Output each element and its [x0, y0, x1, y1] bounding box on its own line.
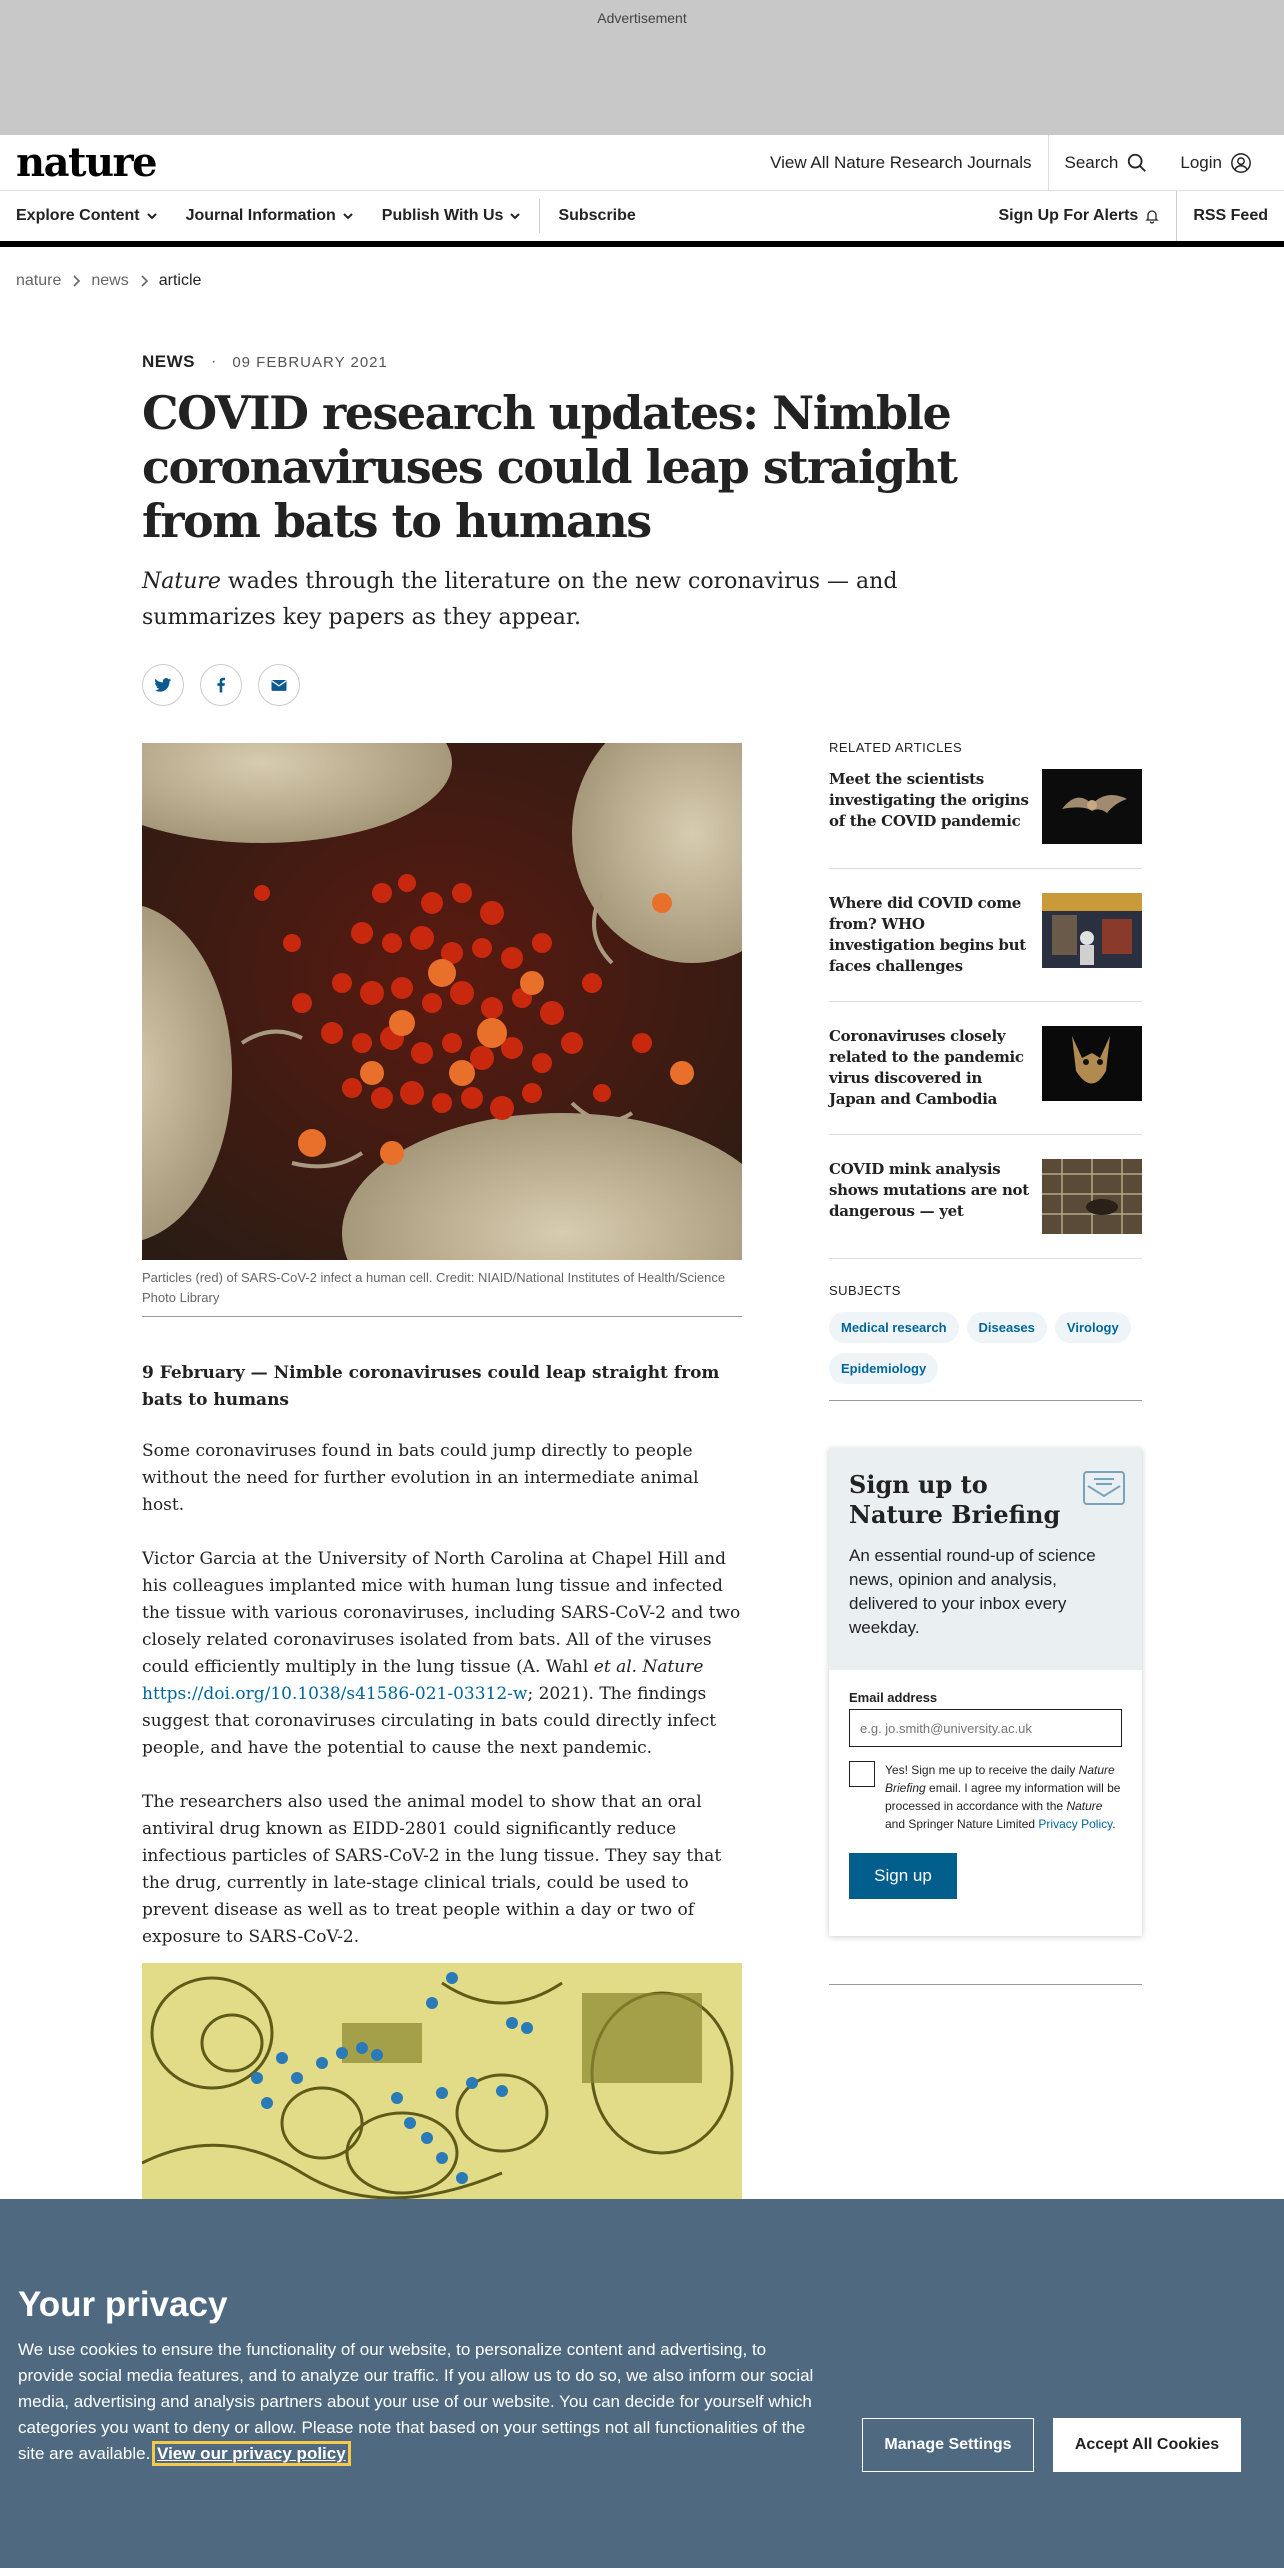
- consent-em-1: Nature Briefing: [885, 1763, 1115, 1795]
- cookie-banner: [0, 2199, 1284, 2568]
- subjects-list: [829, 1312, 1142, 1401]
- cookie-text: [18, 2337, 818, 2467]
- search-label: Search: [1064, 153, 1119, 172]
- article-title: COVID research updates: Nimble coronaviruses could leap straight from bats to humans: [142, 386, 957, 548]
- twitter-icon: [153, 675, 173, 695]
- consent-a: Yes! Sign me up to receive the daily: [885, 1763, 1079, 1777]
- email-input[interactable]: [849, 1709, 1122, 1747]
- main-nav: [0, 191, 1284, 247]
- search-icon: [1126, 152, 1148, 174]
- mink-thumbnail-image: [1042, 1159, 1142, 1234]
- advertisement-banner: [0, 0, 1284, 135]
- chevron-down-icon: [342, 210, 354, 222]
- cookie-title: Your privacy: [18, 2285, 228, 2324]
- facebook-icon: [211, 675, 231, 695]
- consent-em-2: Nature: [1066, 1799, 1103, 1813]
- article-date: 09 FEBRUARY 2021: [232, 353, 388, 371]
- chevron-down-icon: [146, 210, 158, 222]
- related-articles-heading: RELATED ARTICLES: [829, 740, 963, 755]
- email-icon: [269, 675, 289, 695]
- nav-subscribe[interactable]: Subscribe: [558, 207, 636, 224]
- virus-micrograph-image: [142, 743, 742, 1260]
- alerts-label: Sign Up For Alerts: [998, 207, 1139, 224]
- standfirst-journal: Nature: [142, 569, 221, 594]
- subjects-heading: SUBJECTS: [829, 1283, 901, 1298]
- micrograph-image: [142, 1963, 742, 2203]
- subject-tag[interactable]: Diseases: [967, 1312, 1047, 1343]
- meta-separator: ·: [211, 353, 217, 370]
- article-standfirst: [142, 564, 1002, 636]
- second-figure-image: [142, 1963, 742, 2203]
- nav-explore-content[interactable]: [16, 207, 158, 225]
- section-heading: 9 February — Nimble coronaviruses could leap straight from bats to humans: [142, 1363, 720, 1410]
- login-label: Login: [1180, 153, 1222, 172]
- breadcrumb-article: article: [158, 272, 202, 289]
- related-article-title[interactable]: Coronaviruses closely related to the pandemic virus discovered in Japan and Cambodia: [829, 1027, 1024, 1108]
- login-button[interactable]: [1164, 135, 1268, 191]
- consent-c: and Springer Nature Limited: [885, 1817, 1039, 1831]
- alerts-signup-link[interactable]: [982, 191, 1176, 241]
- share-twitter-button[interactable]: [142, 664, 184, 706]
- sidebar-divider: [829, 1984, 1142, 1985]
- subject-tag[interactable]: Virology: [1055, 1312, 1131, 1343]
- nav-item-label: Publish With Us: [381, 207, 504, 224]
- signup-description: An essential round-up of science news, opinion and analysis, delivered to your inbox every weekday.: [849, 1546, 1096, 1637]
- email-label: Email address: [849, 1690, 938, 1705]
- breadcrumb-news[interactable]: news: [91, 272, 129, 289]
- doi-link[interactable]: https://doi.org/10.1038/s41586-021-03312-w: [142, 1684, 528, 1704]
- manage-settings-button[interactable]: Manage Settings: [862, 2418, 1034, 2472]
- signup-title: Sign up to Nature Briefing: [849, 1470, 1061, 1529]
- journals-link[interactable]: View All Nature Research Journals: [770, 153, 1032, 172]
- chevron-right-icon: [139, 274, 149, 288]
- related-article[interactable]: [829, 893, 1142, 1002]
- article-type: NEWS: [142, 352, 195, 371]
- related-article[interactable]: [829, 1026, 1142, 1135]
- paragraph-1: Some coronaviruses found in bats could jump directly to people without the need for further evolution in an intermediate animal host.: [142, 1441, 699, 1515]
- nav-publish-with-us[interactable]: [382, 207, 522, 225]
- consent-end: .: [1112, 1817, 1116, 1831]
- share-buttons: [142, 664, 300, 706]
- subject-tag[interactable]: Epidemiology: [829, 1353, 938, 1384]
- nature-logo[interactable]: nature: [16, 139, 157, 186]
- lead-figure-image: [142, 743, 742, 1260]
- chevron-down-icon: [509, 210, 521, 222]
- related-article[interactable]: [829, 1159, 1142, 1259]
- nav-journal-information[interactable]: [186, 207, 354, 225]
- site-header: [0, 135, 1284, 191]
- share-facebook-button[interactable]: [200, 664, 242, 706]
- accept-all-cookies-button[interactable]: Accept All Cookies: [1053, 2418, 1241, 2472]
- related-article[interactable]: [829, 769, 1142, 869]
- cookie-body: We use cookies to ensure the functionality of our website, to personalize content and advertising, to provide social media features, and to analyze our traffic. If you allow us to do so, we also inform our social media, advertising and analysis partners about your use of our website. You can decide for yourself which categories you want to deny or allow. Please note that based on your settings not all functionalities of the site are available.: [18, 2340, 814, 2463]
- chevron-right-icon: [71, 274, 81, 288]
- article-body: [142, 1360, 742, 1978]
- article-meta: [142, 352, 388, 372]
- nav-item-label: Explore Content: [16, 207, 140, 224]
- bell-icon: [1144, 208, 1160, 224]
- bat-thumbnail-image: [1042, 769, 1142, 844]
- user-icon: [1230, 152, 1252, 174]
- subject-tag[interactable]: Medical research: [829, 1312, 959, 1343]
- p2-text-b: ; 2021). The findings suggest that coronaviruses circulating in bats could directly infect people, and have the potential to cause the next pandemic.: [142, 1684, 717, 1758]
- related-article-title[interactable]: COVID mink analysis shows mutations are not dangerous — yet: [829, 1160, 1029, 1220]
- nav-item-label: Journal Information: [185, 207, 336, 224]
- consent-b: email. I agree my information will be processed in accordance with the: [885, 1781, 1121, 1813]
- consent-checkbox[interactable]: [849, 1761, 875, 1787]
- nav-divider: [539, 199, 540, 233]
- figure-caption: Particles (red) of SARS-CoV-2 infect a human cell. Credit: NIAID/National Institutes of Health/Science Photo Library: [142, 1268, 742, 1317]
- consent-text: [885, 1761, 1122, 1833]
- briefing-signup-box: [829, 1448, 1142, 1936]
- standfirst-text: wades through the literature on the new coronavirus — and summarizes key papers as they appear.: [142, 569, 898, 630]
- market-thumbnail-image: [1042, 893, 1142, 968]
- privacy-policy-link[interactable]: Privacy Policy: [1038, 1817, 1113, 1831]
- privacy-policy-link[interactable]: View our privacy policy: [157, 2444, 346, 2463]
- sidebar: [829, 740, 1142, 1401]
- advertisement-label: Advertisement: [597, 10, 687, 26]
- share-email-button[interactable]: [258, 664, 300, 706]
- breadcrumb-nature[interactable]: nature: [16, 272, 62, 289]
- bat-closeup-thumbnail-image: [1042, 1026, 1142, 1101]
- breadcrumb: [16, 272, 201, 290]
- paragraph-2: [142, 1546, 742, 1762]
- paragraph-3: The researchers also used the animal model to show that an oral antiviral drug known as EIDD-2801 could significantly reduce infectious particles of SARS-CoV-2 in the lung tissue. They say that the drug, currently in late-stage clinical trials, could be used to prevent disease as well as to treat people within a day or two of exposure to SARS-CoV-2.: [142, 1792, 722, 1947]
- signup-button[interactable]: Sign up: [849, 1853, 957, 1899]
- related-article-title[interactable]: Where did COVID come from? WHO investigation begins but faces challenges: [829, 894, 1026, 975]
- related-article-title[interactable]: Meet the scientists investigating the origins of the COVID pandemic: [829, 770, 1029, 830]
- p2-text-a: Victor Garcia at the University of North Carolina at Chapel Hill and his colleagues implanted mice with human lung tissue and infected the tissue with various coronaviruses, including SARS-CoV-2 and two closely related coronaviruses isolated from bats. All of the viruses could efficiently multiply in the lung tissue (A. Wahl: [142, 1549, 741, 1677]
- rss-feed-link[interactable]: RSS Feed: [1176, 191, 1268, 241]
- search-button[interactable]: [1048, 135, 1165, 191]
- p2-citation: et al. Nature: [593, 1657, 704, 1677]
- newsletter-icon: [1082, 1468, 1126, 1508]
